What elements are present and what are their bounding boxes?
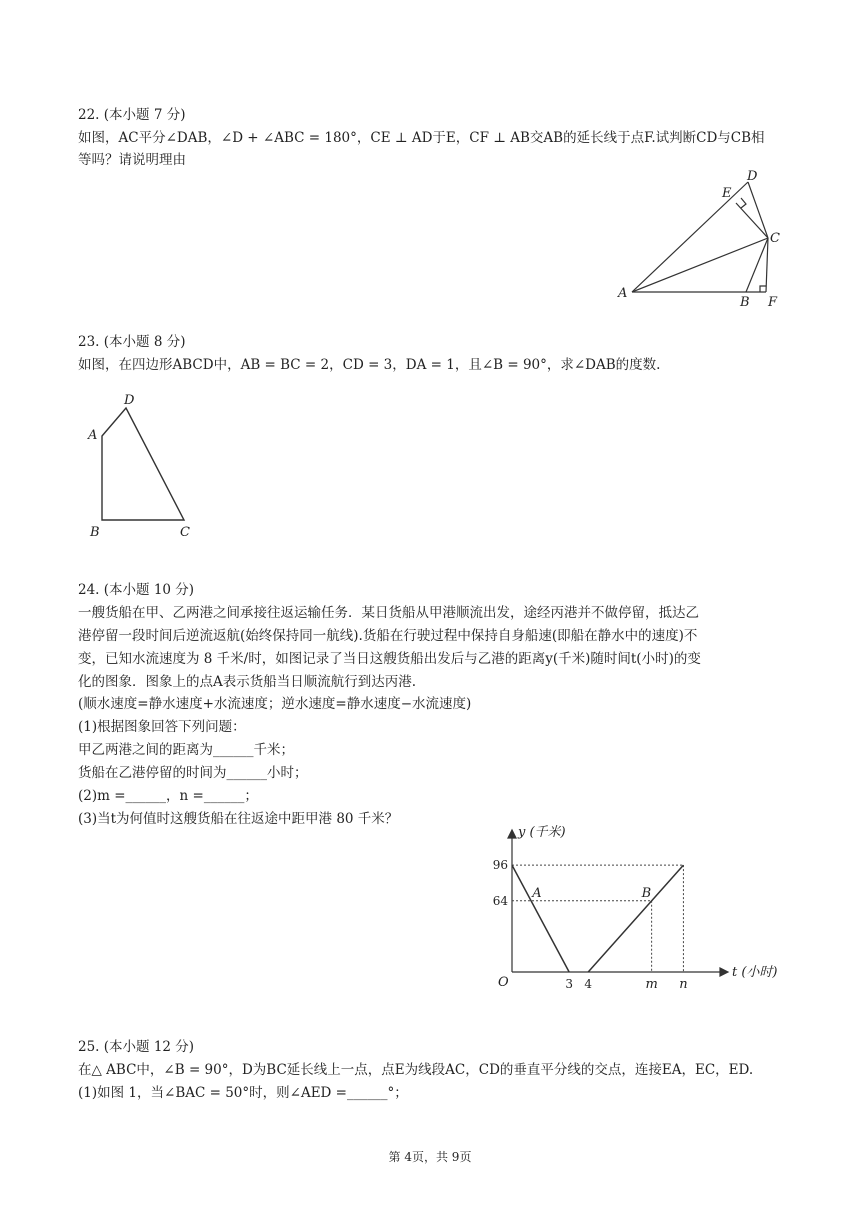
- q24-y-axis-arrow: [508, 830, 516, 838]
- q22-figure: [610, 166, 790, 312]
- q24-origin-label: O: [498, 975, 509, 990]
- q22-label-c: C: [770, 231, 780, 246]
- q24-text-line3: 变，已知水流速度为 8 千米/时，如图记录了当日这艘货船出发后与乙港的距离y(千米)随时间t(小时)的变: [78, 651, 701, 667]
- q25-text-line2: (1)如图 1，当∠BAC = 50°时，则∠AED =______°；: [78, 1085, 408, 1101]
- q24-text-line9: (2)m =______，n =______；: [78, 788, 258, 804]
- q24-x-axis-label: t (小时): [732, 965, 778, 980]
- q25-heading: 25. (本小题 12 分): [78, 1039, 195, 1055]
- q22-heading: 22. (本小题 7 分): [78, 107, 186, 123]
- q24-text-line1: 一艘货船在甲、乙两港之间承接往返运输任务．某日货船从甲港顺流出发，途经丙港并不做停留，抵达乙: [78, 605, 699, 621]
- q24-y-tick-64: 64: [492, 893, 508, 908]
- q24-series-line-2: [588, 865, 683, 972]
- q24-point-label-b: B: [641, 885, 652, 901]
- q22-segment-ac: [632, 238, 768, 292]
- q24-point-label-a: A: [532, 885, 542, 901]
- q24-chart: [490, 822, 790, 994]
- q24-x-tick-n: n: [679, 977, 688, 992]
- q24-x-tick-4: 4: [584, 977, 593, 991]
- q24-text-line10: (3)当t为何值时这艘货船在往返途中距甲港 80 千米？: [78, 811, 399, 827]
- q22-label-b: B: [740, 295, 750, 310]
- q24-text-line8: 货船在乙港停留的时间为______小时；: [78, 765, 308, 781]
- q24-y-axis-label: y (千米): [518, 825, 566, 840]
- q22-right-angle-e: [741, 198, 746, 208]
- q24-text-line5: (顺水速度=静水速度+水流速度；逆水速度=静水速度−水流速度): [78, 696, 472, 712]
- q22-text-line2: 等吗？请说明理由: [78, 152, 186, 168]
- q24-x-tick-m: m: [645, 977, 658, 992]
- q24-x-tick-3: 3: [565, 977, 573, 991]
- q23-heading: 23. (本小题 8 分): [78, 334, 186, 350]
- q24-text-line2: 港停留一段时间后逆流返航(始终保持同一航线).货船在行驶过程中保持自身船速(即船在静水中的速度)不: [78, 628, 698, 644]
- q23-label-c: C: [180, 525, 190, 540]
- q24-text-line6: (1)根据图象回答下列问题：: [78, 719, 246, 735]
- q23-quadrilateral: [102, 408, 184, 520]
- q22-label-e: E: [722, 186, 732, 201]
- q22-segment-dc: [748, 182, 768, 238]
- q24-text-line7: 甲乙两港之间的距离为______千米；: [78, 742, 294, 758]
- q23-label-b: B: [90, 525, 100, 540]
- q23-text-line1: 如图，在四边形ABCD中，AB = BC = 2，CD = 3，DA = 1，且∠B = 90°，求∠DAB的度数.: [78, 357, 661, 373]
- q22-text-line1: 如图，AC平分∠DAB，∠D + ∠ABC = 180°，CE ⊥ AD于E，CF ⊥ AB交AB的延长线于点F.试判断CD与CB相: [78, 130, 765, 146]
- q24-text-line4: 化的图象．图象上的点A表示货船当日顺流航行到达丙港.: [78, 674, 417, 690]
- q22-segment-cb: [746, 238, 768, 292]
- q23-label-a: A: [88, 428, 98, 443]
- q24-series-line-1: [512, 865, 569, 972]
- q22-label-d: D: [747, 169, 758, 184]
- q22-segment-ce: [736, 203, 768, 238]
- q22-label-f: F: [768, 295, 778, 310]
- q23-label-d: D: [124, 393, 135, 408]
- q22-right-angle-f: [760, 286, 766, 292]
- q23-figure: [80, 384, 210, 544]
- q24-heading: 24. (本小题 10 分): [78, 582, 195, 598]
- q24-y-tick-96: 96: [492, 858, 508, 873]
- page-footer: 第 4页，共 9页: [388, 1150, 472, 1164]
- q22-label-a: A: [618, 286, 628, 301]
- q25-text-line1: 在△ ABC中，∠B = 90°，D为BC延长线上一点，点E为线段AC，CD的垂直平分线的交点，连接EA，EC，ED.: [78, 1062, 754, 1078]
- q24-x-axis-arrow: [720, 968, 728, 976]
- q22-segment-cf: [766, 238, 768, 292]
